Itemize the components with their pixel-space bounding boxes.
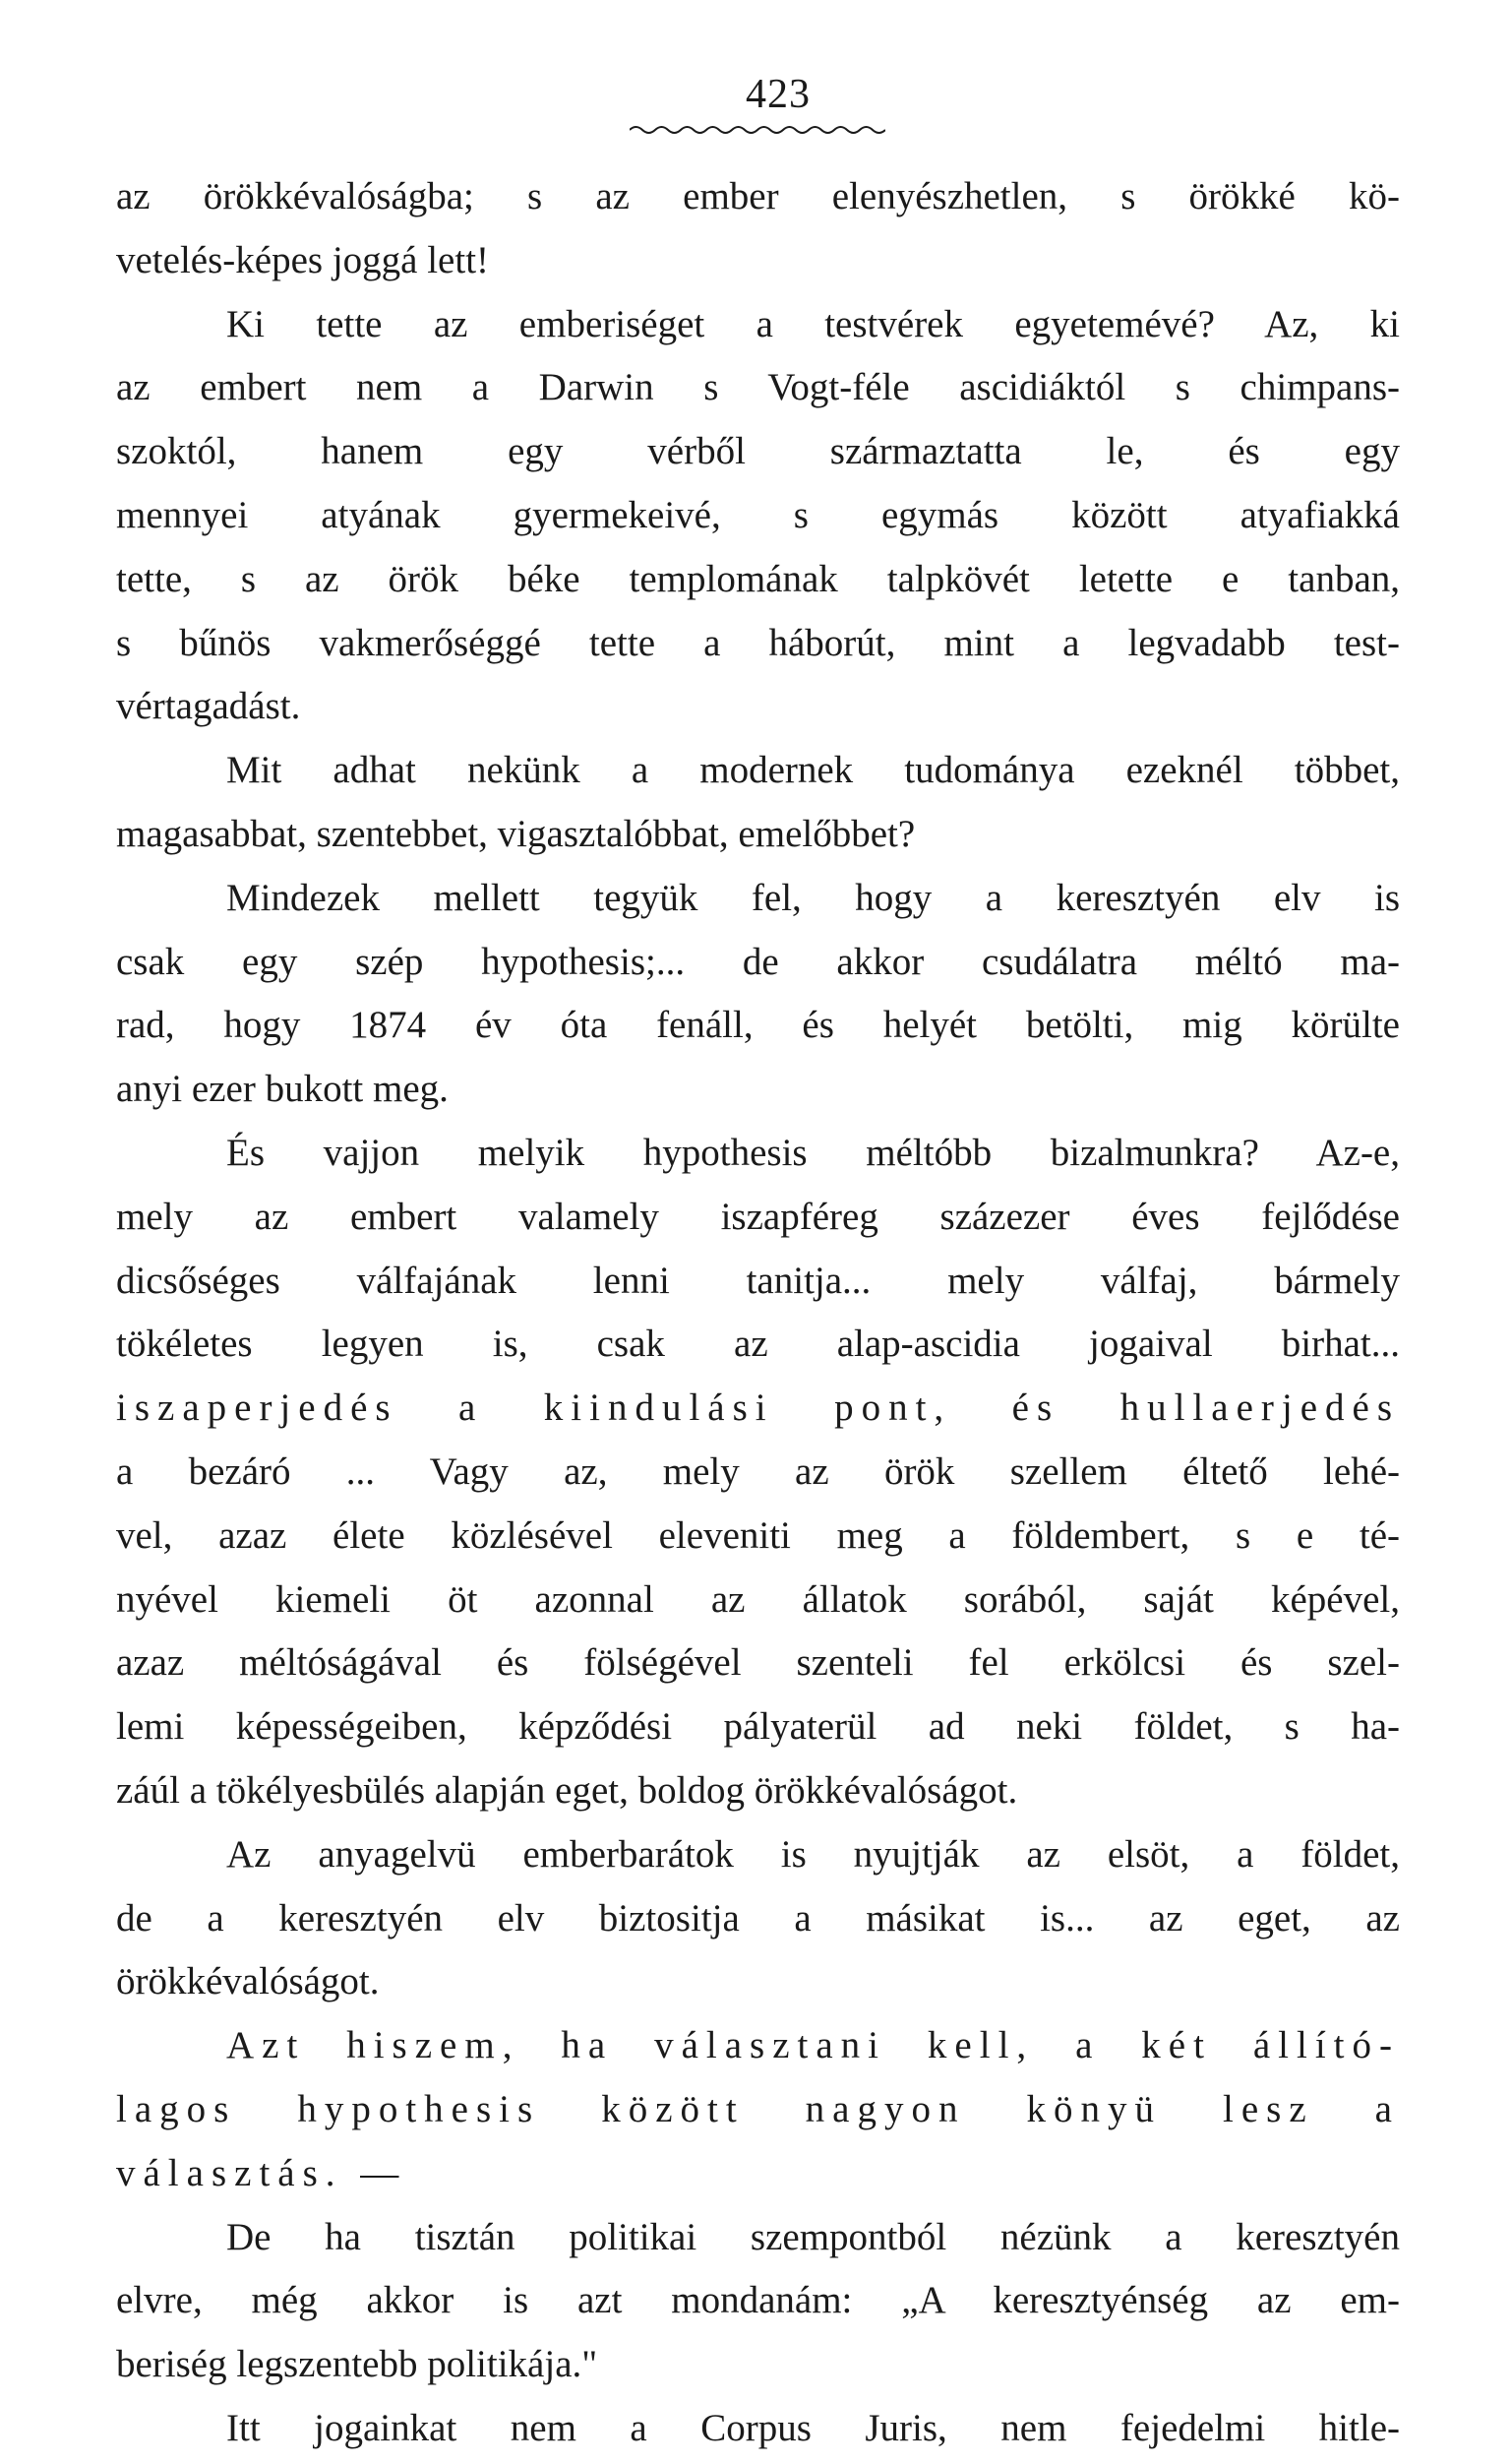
text-line: De ha tisztán politikai szempontból nézünk a keresztyén [226, 2215, 1400, 2258]
text-line: nyével kiemeli öt azonnal az állatok sorából, saját képével, [116, 1577, 1400, 1621]
text-line: vel, azaz élete közlésével eleveniti meg a földembert, s e té- [116, 1513, 1400, 1557]
text-line: Ki tette az emberiséget a testvérek egyetemévé? Az, ki [226, 302, 1400, 345]
text-line: lagos hypothesis között nagyon könyü lesz a [116, 2087, 1400, 2130]
text-line: az örökkévalóságba; s az ember elenyészhetlen, s örökké kö- [116, 175, 1400, 217]
text-line: Az anyagelvü emberbarátok is nyujtják az elsöt, a földet, [226, 1832, 1400, 1876]
text-line: záúl a tökélyesbülés alapján eget, boldog örökkévalóságot. [116, 1768, 1018, 1812]
text-line: rad, hogy 1874 év óta fenáll, és helyét betölti, mig körülte [116, 1004, 1400, 1047]
text-line: Azt hiszem, ha választani kell, a két állító- [226, 2024, 1400, 2067]
text-line: mely az embert valamely iszapféreg százezer éves fejlődése [116, 1195, 1400, 1238]
text-line: s bűnös vakmerőséggé tette a háborút, mint a legvadabb test- [116, 621, 1400, 664]
text-line: csak egy szép hypothesis;... de akkor csudálatra méltó ma- [116, 940, 1400, 983]
text-line: mennyei atyának gyermekeivé, s egymás között atyafiakká [116, 493, 1400, 536]
text-line: Mindezek mellett tegyük fel, hogy a keresztyén elv is [226, 876, 1400, 919]
text-line: örökkévalóságot. [116, 1960, 380, 2003]
text-line: a bezáró ... Vagy az, mely az örök szellem éltető lehé- [116, 1449, 1400, 1493]
text-line: vértagadást. [116, 685, 301, 728]
text-line: Itt jogainkat nem a Corpus Juris, nem fejedelmi hitle- [226, 2406, 1400, 2449]
text-line: tökéletes legyen is, csak az alap-ascidia jogaival birhat... [116, 1323, 1400, 1366]
page-number: 423 [746, 72, 811, 117]
text-line: magasabbat, szentebbet, vigasztalóbbat, emelőbbet? [116, 812, 916, 855]
text-line: Mit adhat nekünk a modernek tudománya ezeknél többet, [226, 749, 1400, 792]
body-text [116, 165, 1400, 2461]
text-line: vetelés-képes joggá lett! [116, 238, 490, 281]
text-line: dicsőséges válfajának lenni tanitja... mely válfaj, bármely [116, 1259, 1400, 1302]
text-line: anyi ezer bukott meg. [116, 1068, 449, 1111]
text-line: elvre, még akkor is azt mondanám: „A keresztyénség az em- [116, 2279, 1400, 2322]
text-line: tette, s az örök béke templomának talpkövét letette e tanban, [116, 557, 1400, 600]
text-line: beriség legszentebb politikája." [116, 2343, 598, 2386]
text-line: szoktól, hanem egy vérből származtatta le, és egy [116, 430, 1400, 473]
page-number-underline-ornament [630, 124, 885, 136]
text-line: iszaperjedés a kiindulási pont, és hullaerjedés [116, 1386, 1400, 1430]
text-line: És vajjon melyik hypothesis méltóbb bizalmunkra? Az-e, [226, 1131, 1400, 1174]
text-line: azaz méltóságával és fölségével szenteli fel erkölcsi és szel- [116, 1641, 1400, 1685]
text-line: de a keresztyén elv biztositja a másikat is... az eget, az [116, 1896, 1400, 1940]
text-line: az embert nem a Darwin s Vogt-féle ascidiáktól s chimpans- [116, 366, 1400, 409]
text-line: lemi képességeiben, képződési pályaterül ad neki földet, s ha- [116, 1705, 1400, 1749]
text-line: választás. — [116, 2151, 407, 2194]
